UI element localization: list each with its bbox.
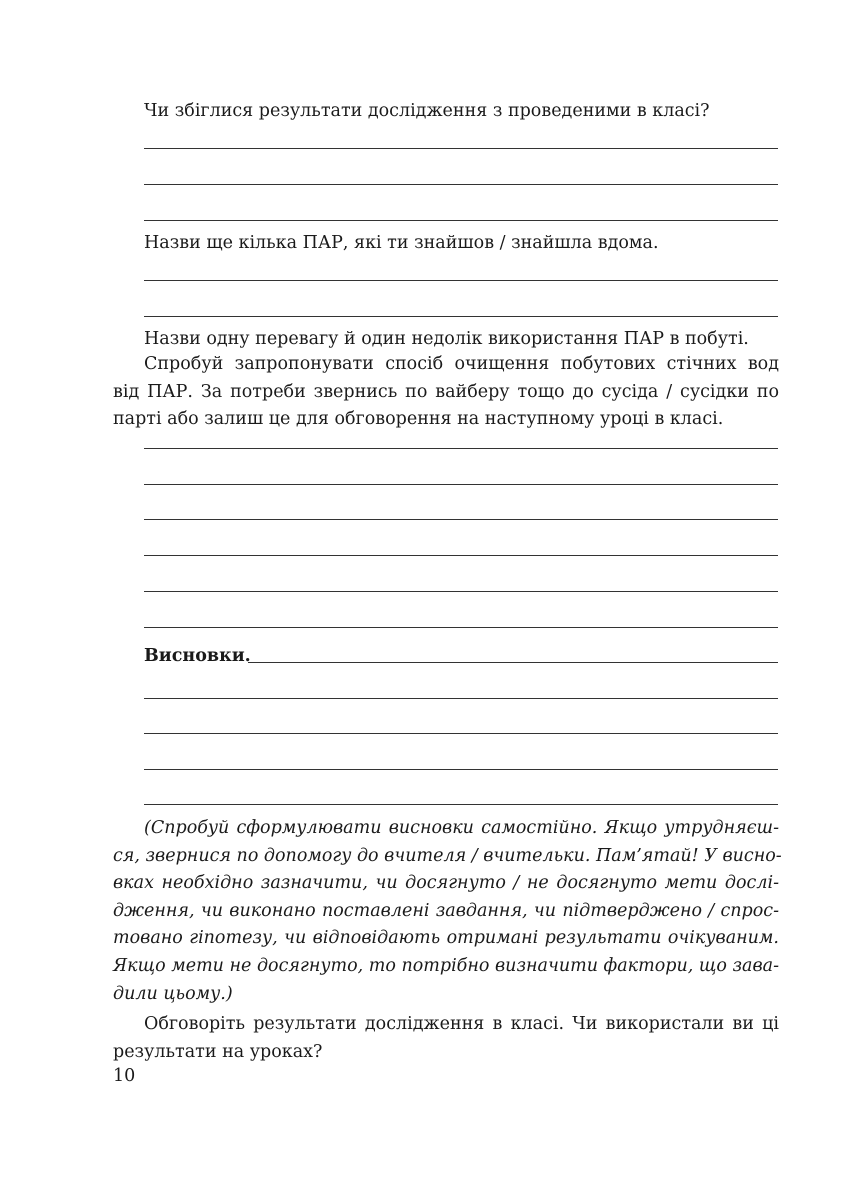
answer-line[interactable] [144,448,778,449]
answer-line[interactable] [144,555,778,556]
discussion-line-1: Обговоріть результати дослідження в класі. Чи використали ви ці [144,1014,779,1034]
answer-line[interactable] [144,220,778,221]
hint-line: дження, чи виконано поставлені завдання, чи підтверджено / спрос- [113,900,779,921]
question-3-line-2: Спробуй запропонувати спосіб очищення побутових стічних вод [144,354,779,374]
hint-line: вках необхідно зазначити, чи досягнуто / не досягнуто мети дослі- [113,873,779,894]
answer-line[interactable] [144,148,778,149]
answer-line[interactable] [144,627,778,628]
question-2: Назви ще кілька ПАР, які ти знайшов / знайшла вдома. [144,233,659,253]
page-number: 10 [113,1066,136,1086]
answer-line[interactable] [144,698,778,699]
hint-line: товано гіпотезу, чи відповідають отримані результати очікуваним. [113,928,779,949]
hint-line: ся, звернися по допомогу до вчителя / вчительки. Пам’ятай! У висно- [113,845,782,866]
question-3-paragraph [113,351,779,434]
conclusions-label: Висновки. [144,646,251,666]
answer-line[interactable] [144,733,778,734]
hint-line: дили цьому.) [113,983,233,1004]
hint-line: Якщо мети не досягнуто, то потрібно визначити фактори, що зава- [113,955,779,976]
answer-line[interactable] [144,316,778,317]
answer-line[interactable] [144,519,778,520]
hint-line: (Спробуй сформулювати висновки самостійно. Якщо утрудняєш- [144,818,779,838]
question-3-line-1: Назви одну перевагу й один недолік використання ПАР в побуті. [144,329,749,349]
answer-line[interactable] [144,484,778,485]
answer-line[interactable] [144,184,778,185]
answer-line[interactable] [144,769,778,770]
discussion-line-2: результати на уроках? [113,1041,323,1062]
question-3-line-3: від ПАР. За потреби звернись по вайберу тощо до сусіда / сусідки по [113,381,779,402]
answer-line[interactable] [144,280,778,281]
question-3-line-4: парті або залиш це для обговорення на наступному уроці в класі. [113,409,724,429]
discussion-paragraph [113,1011,779,1066]
question-1: Чи збіглися результати дослідження з проведеними в класі? [144,101,710,121]
answer-line[interactable] [144,591,778,592]
conclusions-hint [113,815,782,1008]
answer-line[interactable] [144,804,778,805]
conclusions-answer-line[interactable] [248,662,778,663]
